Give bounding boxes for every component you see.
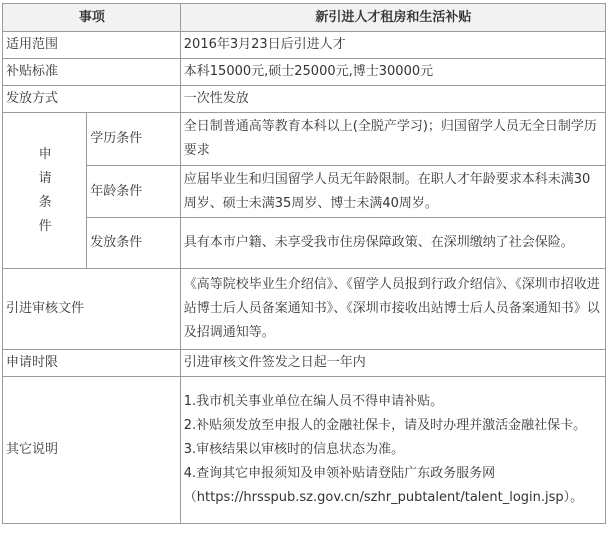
header-policy: 新引进人才租房和生活补贴 [180, 4, 605, 32]
education-label: 学历条件 [87, 113, 181, 166]
apply-char: 件 [38, 218, 52, 234]
note-item: 4.查询其它申报须知及申领补贴请登陆广东政务服务网（https://hrsspub.sz.gov.cn/szhr_pubtalent/talent_login.jsp）。 [183, 466, 584, 505]
note-item: 1.我市机关事业单位在编人员不得申请补贴。 [183, 394, 444, 409]
table-row [3, 350, 606, 377]
table-row [3, 218, 606, 269]
table-row [3, 113, 606, 166]
issue-value: 具有本市户籍、未享受我市住房保障政策、在深圳缴纳了社会保险。 [180, 218, 605, 269]
apply-char: 申 [38, 146, 52, 162]
note-item: 3.审核结果以审核时的信息状态为准。 [183, 442, 405, 457]
period-label: 申请时限 [3, 350, 181, 377]
education-value: 全日制普通高等教育本科以上(全脱产学习)；归国留学人员无全日制学历要求 [180, 113, 605, 166]
age-label: 年龄条件 [87, 166, 181, 218]
apply-char: 请 [38, 170, 52, 186]
table-header-row [3, 4, 606, 32]
period-value: 引进审核文件签发之日起一年内 [180, 350, 605, 377]
apply-conditions-label [3, 113, 87, 269]
standard-value: 本科15000元,硕士25000元,博士30000元 [180, 59, 605, 86]
subsidy-policy-table [2, 3, 606, 524]
note-item: 2.补贴须发放至申报人的金融社保卡，请及时办理并激活金融社保卡。 [183, 418, 587, 433]
table-row [3, 32, 606, 59]
notes-value [180, 377, 605, 524]
table-row [3, 377, 606, 524]
table-row [3, 166, 606, 218]
standard-label: 补贴标准 [3, 59, 181, 86]
table-row [3, 59, 606, 86]
age-value: 应届毕业生和归国留学人员无年龄限制。在职人才年龄要求本科未满30周岁、硕士未满35周岁、博士未满40周岁。 [180, 166, 605, 218]
header-item: 事项 [3, 4, 181, 32]
issue-label: 发放条件 [87, 218, 181, 269]
documents-value: 《高等院校毕业生介绍信》、《留学人员报到行政介绍信》、《深圳市招收进站博士后人员备案通知书》、《深圳市接收出站博士后人员备案通知书》以及招调通知等。 [180, 269, 605, 350]
payment-value: 一次性发放 [180, 86, 605, 113]
scope-value: 2016年3月23日后引进人才 [180, 32, 605, 59]
scope-label: 适用范围 [3, 32, 181, 59]
table-row [3, 86, 606, 113]
payment-label: 发放方式 [3, 86, 181, 113]
table-row [3, 269, 606, 350]
documents-label: 引进审核文件 [3, 269, 181, 350]
apply-char: 条 [38, 194, 52, 210]
notes-label: 其它说明 [3, 377, 181, 524]
